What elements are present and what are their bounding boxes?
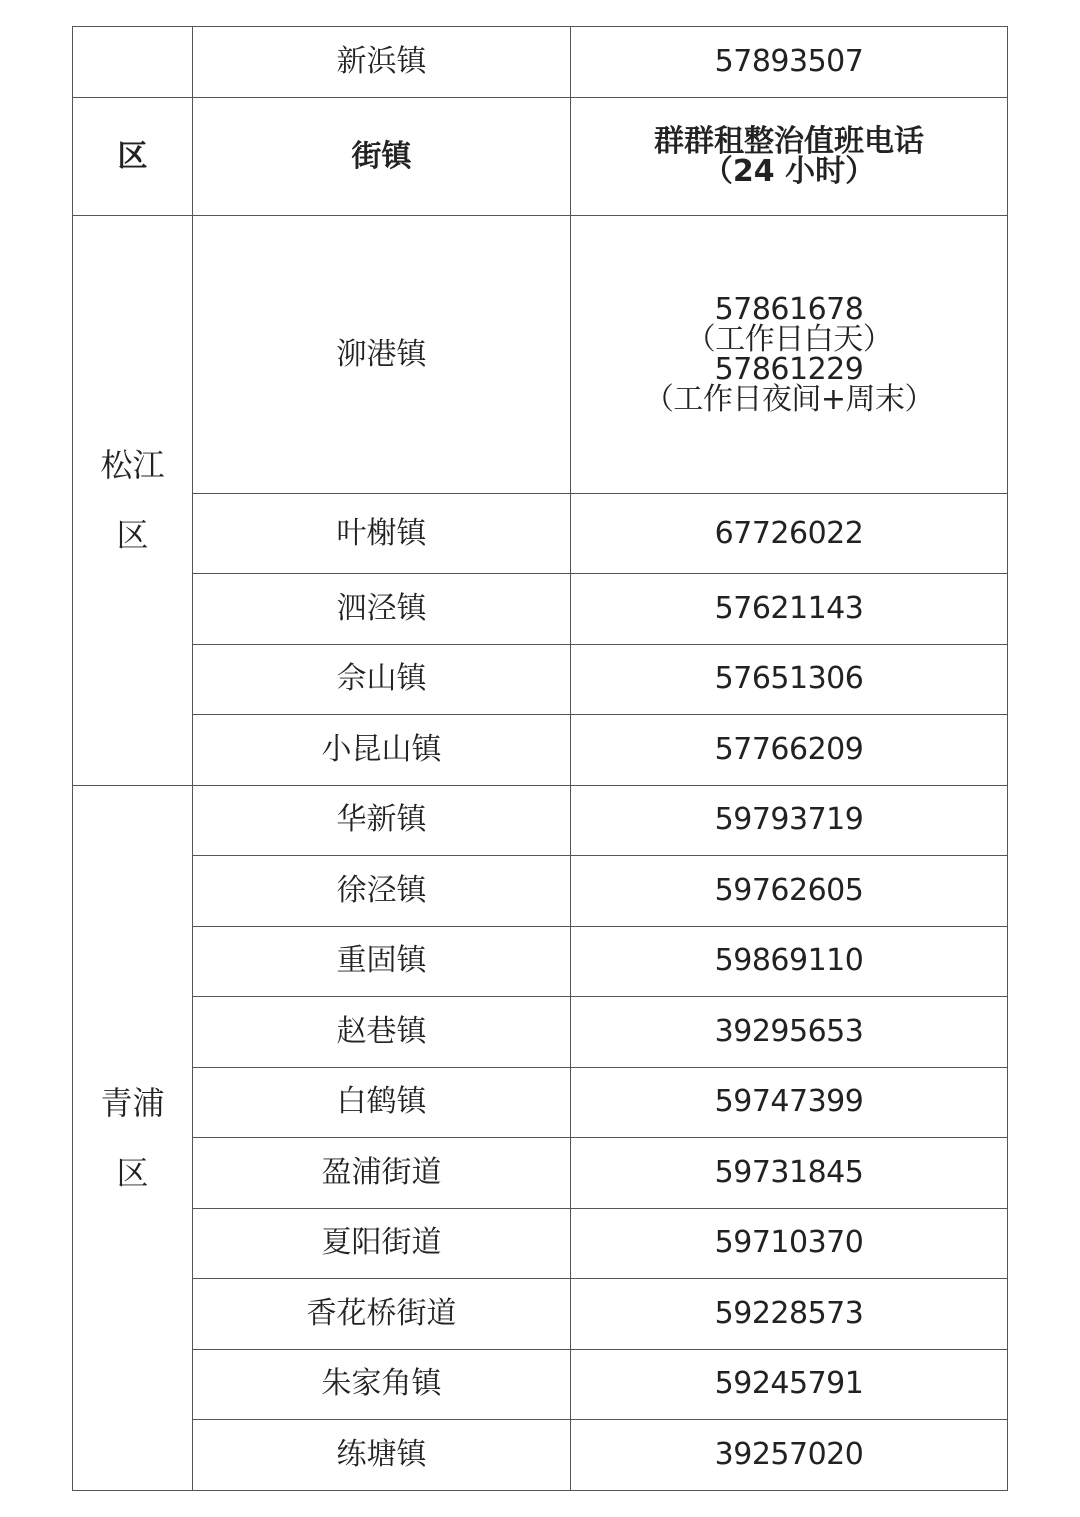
phone-cell: 67726022 [571,494,1008,574]
town-cell: 盈浦街道 [193,1138,571,1209]
table-row [73,926,1008,997]
town-cell: 重固镇 [193,926,571,997]
table-row [73,856,1008,927]
table-row [73,494,1008,574]
table-row [73,715,1008,786]
hotline-table [72,26,1008,1491]
town-cell: 徐泾镇 [193,856,571,927]
table-row [73,644,1008,715]
header-phone [571,98,1008,216]
table-row [73,997,1008,1068]
table-row [73,1279,1008,1350]
phone-cell: 59228573 [571,1279,1008,1350]
town-cell: 香花桥街道 [193,1279,571,1350]
town-cell: 练塘镇 [193,1420,571,1491]
phone-note: （工作日夜间+周末） [643,381,935,417]
phone-cell: 59762605 [571,856,1008,927]
phone-cell: 59793719 [571,785,1008,856]
phone-cell: 59869110 [571,926,1008,997]
town-cell: 华新镇 [193,785,571,856]
header-phone-hours: （24 小时） [702,153,876,189]
phone-note: （工作日白天） [685,321,893,357]
district-cell-qingpu [73,785,193,1490]
phone-number: 57861678 [714,291,864,327]
phone-cell: 59747399 [571,1067,1008,1138]
phone-cell: 39295653 [571,997,1008,1068]
district-cell-songjiang [73,216,193,786]
table-row [73,1349,1008,1420]
phone-cell: 57651306 [571,644,1008,715]
table-header-row [73,98,1008,216]
phone-cell: 57893507 [571,27,1008,98]
phone-cell: 57766209 [571,715,1008,786]
header-town: 街镇 [193,98,571,216]
table-row [73,574,1008,645]
header-district: 区 [73,98,193,216]
phone-cell: 59245791 [571,1349,1008,1420]
phone-cell: 59731845 [571,1138,1008,1209]
town-cell: 朱家角镇 [193,1349,571,1420]
town-cell: 夏阳街道 [193,1208,571,1279]
phone-cell: 57621143 [571,574,1008,645]
table-row [73,1208,1008,1279]
town-cell: 泗泾镇 [193,574,571,645]
town-cell: 小昆山镇 [193,715,571,786]
town-cell: 白鹤镇 [193,1067,571,1138]
town-cell: 赵巷镇 [193,997,571,1068]
table-row [73,27,1008,98]
table-row [73,785,1008,856]
table-row [73,216,1008,494]
table-row [73,1420,1008,1491]
district-label: 青浦区 [100,1083,165,1192]
header-phone-title: 群群租整治值班电话 [654,123,924,159]
town-cell: 叶榭镇 [193,494,571,574]
phone-cell: 59710370 [571,1208,1008,1279]
phone-cell [571,216,1008,494]
town-cell: 泖港镇 [193,216,571,494]
phone-number: 57861229 [714,351,864,387]
district-cell-empty [73,27,193,98]
town-cell: 佘山镇 [193,644,571,715]
phone-cell: 39257020 [571,1420,1008,1491]
table-row [73,1138,1008,1209]
town-cell: 新浜镇 [193,27,571,98]
table-row [73,1067,1008,1138]
district-label: 松江区 [100,446,165,555]
